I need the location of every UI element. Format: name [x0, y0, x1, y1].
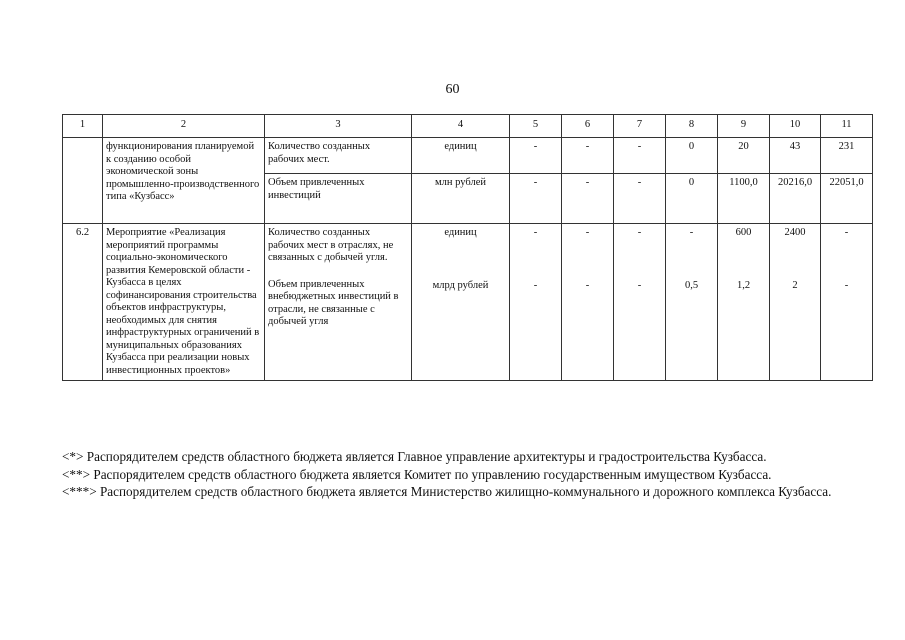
- unit-cell: [412, 224, 510, 381]
- indicator-unit: млн рублей: [412, 174, 510, 224]
- footnote: <*> Распорядителем средств областного бюджета является Главное управление архитектуры и градостроительства Кузбасса.: [62, 449, 767, 464]
- value-cell: -: [562, 174, 614, 224]
- value-cell: -: [614, 174, 666, 224]
- value-cell: [510, 224, 562, 381]
- indicator-name: Количество созданных рабочих мест.: [265, 138, 412, 174]
- row-number: 6.2: [63, 224, 103, 381]
- footnote: <**> Распорядителем средств областного бюджета является Комитет по управлению государственным имуществом Кузбасса.: [62, 466, 772, 482]
- value-cell: 22051,0: [821, 174, 873, 224]
- value-cell: 231: [821, 138, 873, 174]
- value: -: [533, 227, 538, 238]
- value: 0,5: [684, 279, 699, 291]
- value-cell: [718, 224, 770, 381]
- indicator-name: Количество созданных рабочих мест в отраслях, не связанных с добычей угля.: [268, 227, 394, 263]
- header-cell: 7: [614, 115, 666, 138]
- value-cell: 0: [666, 138, 718, 174]
- header-cell: 5: [510, 115, 562, 138]
- value-cell: -: [510, 174, 562, 224]
- value: 2400: [784, 227, 806, 238]
- indicator-unit: млрд рублей: [432, 279, 489, 291]
- value-cell: -: [614, 138, 666, 174]
- header-cell: 1: [63, 115, 103, 138]
- value-cell: 20216,0: [770, 174, 821, 224]
- value: 1,2: [736, 279, 751, 291]
- value: -: [844, 279, 849, 291]
- table-row: [63, 138, 873, 174]
- header-cell: 9: [718, 115, 770, 138]
- value-cell: 1100,0: [718, 174, 770, 224]
- value: 2: [792, 279, 798, 291]
- value-cell: 43: [770, 138, 821, 174]
- value: -: [689, 227, 694, 238]
- indicator-name: Объем привлеченных внебюджетных инвестиций в отрасли, не связанные с добычей угля: [268, 278, 399, 327]
- indicator-unit: единиц: [444, 227, 477, 238]
- value: -: [585, 227, 590, 238]
- value-cell: [614, 224, 666, 381]
- footnote: <***> Распорядителем средств областного бюджета является Министерство жилищно-коммунального и дорожного комплекса Кузбасса.: [62, 484, 832, 499]
- header-cell: 4: [412, 115, 510, 138]
- value-cell: [666, 224, 718, 381]
- value: -: [637, 227, 642, 238]
- value: 600: [735, 227, 752, 238]
- value-cell: -: [510, 138, 562, 174]
- value-cell: 0: [666, 174, 718, 224]
- value: -: [533, 279, 538, 291]
- value: -: [844, 227, 849, 238]
- table-row: [63, 224, 873, 381]
- header-cell: 2: [103, 115, 265, 138]
- row-number: [63, 138, 103, 224]
- header-cell: 6: [562, 115, 614, 138]
- footnotes: [62, 448, 862, 501]
- event-description: функционирования планируемой к созданию особой экономической зоны промышленно-производственного типа «Кузбасс»: [103, 138, 265, 224]
- value-cell: [562, 224, 614, 381]
- header-cell: 11: [821, 115, 873, 138]
- value-cell: [821, 224, 873, 381]
- indicator-cell: [265, 224, 412, 381]
- indicators-table: [62, 114, 873, 381]
- value: -: [637, 279, 642, 291]
- value-cell: [770, 224, 821, 381]
- header-cell: 10: [770, 115, 821, 138]
- value: -: [585, 279, 590, 291]
- table-header-row: [63, 115, 873, 138]
- page-number: 60: [445, 82, 460, 97]
- header-cell: 3: [265, 115, 412, 138]
- value-cell: 20: [718, 138, 770, 174]
- event-description: Мероприятие «Реализация мероприятий программы социально-экономического развития Кемеровской области - Кузбасса в целях софинансирования строительства объектов инфраструктуры, необходимых для снятия инфраструктурных ограничений в муниципальных образованиях Кузбасса при реализации новых инвестиционных проектов»: [103, 224, 265, 381]
- header-cell: 8: [666, 115, 718, 138]
- indicator-name: Объем привлеченных инвестиций: [265, 174, 412, 224]
- indicator-unit: единиц: [412, 138, 510, 174]
- value-cell: -: [562, 138, 614, 174]
